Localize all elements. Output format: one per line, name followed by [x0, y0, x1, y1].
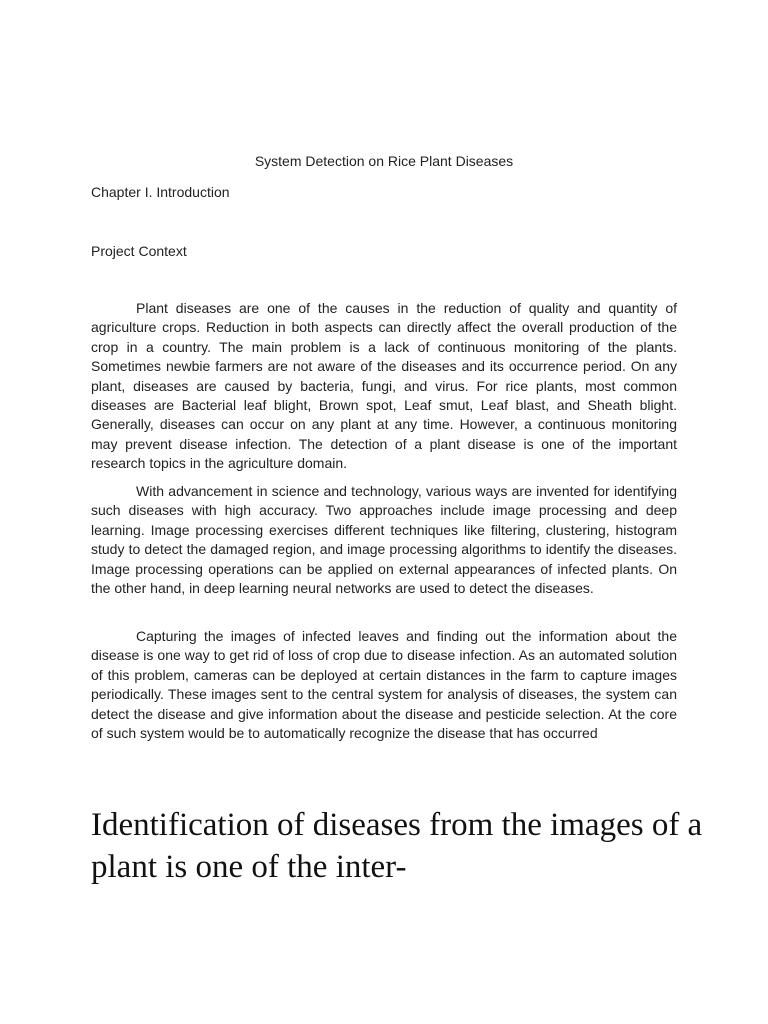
- large-text-excerpt: Identification of diseases from the images of a plant is one of the inter-: [91, 807, 703, 885]
- section-heading: Project Context: [91, 243, 187, 259]
- body-paragraph-3: Capturing the images of infected leaves and finding out the information about the disease is one way to get rid of loss of crop due to disease infection. As an automated solution of this problem, cameras can be deployed at certain distances in the farm to capture images periodically. These images sent to the central system for analysis of diseases, the system can detect the disease and give information about the disease and pesticide selection. At the core of such system would be to automatically recognize the disease that has occurred: [91, 628, 677, 742]
- chapter-heading: Chapter I. Introduction: [91, 184, 230, 200]
- body-paragraph-2: With advancement in science and technology, various ways are invented for identifying such diseases with high accuracy. Two approaches include image processing and deep learning. Image processing exercises different techniques like filtering, clustering, histogram study to detect the damaged region, and image processing algorithms to identify the diseases. Image processing operations can be applied on external appearances of infected plants. On the other hand, in deep learning neural networks are used to detect the diseases.: [91, 483, 677, 597]
- body-paragraph-1: Plant diseases are one of the causes in the reduction of quality and quantity of agriculture crops. Reduction in both aspects can directly affect the overall production of the crop in a country. The main problem is a lack of continuous monitoring of the plants. Sometimes newbie farmers are not aware of the diseases and its occurrence period. On any plant, diseases are caused by bacteria, fungi, and virus. For rice plants, most common diseases are Bacterial leaf blight, Brown spot, Leaf smut, Leaf blast, and Sheath blight. Generally, diseases can occur on any plant at any time. However, a continuous monitoring may prevent disease infection. The detection of a plant disease is one of the important research topics in the agriculture domain.: [91, 300, 677, 472]
- document-title: System Detection on Rice Plant Diseases: [254, 153, 514, 169]
